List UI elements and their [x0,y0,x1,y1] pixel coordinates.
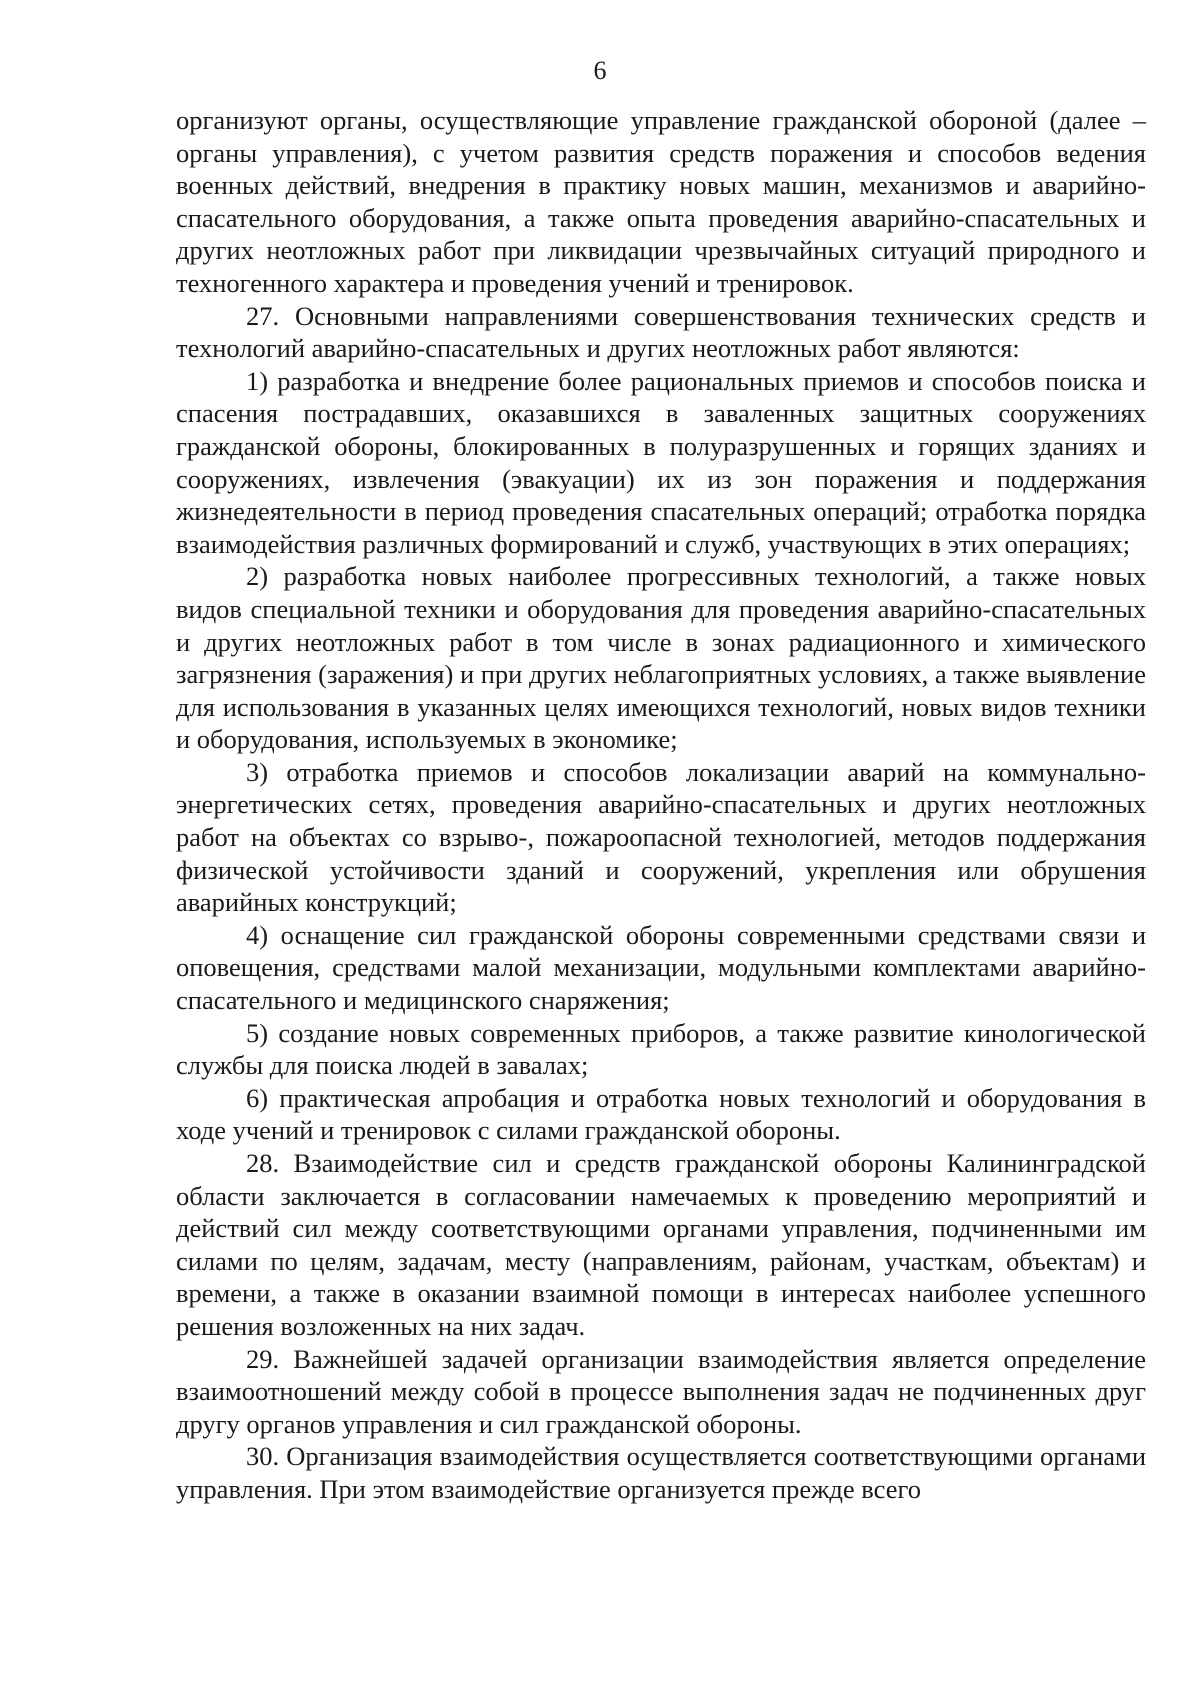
list-item-27-3: 3) отработка приемов и способов локализации аварий на коммунально-энергетических сетях, проведения аварийно-спасательных и других неотложных работ на объектах со взрыво-, пожароопасной технологией, методов поддержания физической устойчивости зданий и сооружений, укрепления или обрушения аварийных конструкций; [176,756,1146,918]
list-item-27-1: 1) разработка и внедрение более рациональных приемов и способов поиска и спасения пострадавших, оказавшихся в заваленных защитных сооружениях гражданской обороны, блокированных в полуразрушенных и горящих зданиях и сооружениях, извлечения (эвакуации) их из зон поражения и поддержания жизнедеятельности в период проведения спасательных операций; отработка порядка взаимодействия различных формирований и служб, участвующих в этих операциях; [176,365,1146,559]
paragraph-continuation: организуют органы, осуществляющие управление гражданской обороной (далее – органы управления), с учетом развития средств поражения и способов ведения военных действий, внедрения в практику новых машин, механизмов и аварийно-спасательного оборудования, а также опыта проведения аварийно-спасательных и других неотложных работ при ликвидации чрезвычайных ситуаций природного и техногенного характера и проведения учений и тренировок. [176,105,1146,298]
paragraph-item-30: 30. Организация взаимодействия осуществляется соответствующими органами управления. При этом взаимодействие организуется прежде всего [176,1441,1146,1504]
page-number: 6 [593,56,607,85]
list-item-27-6: 6) практическая апробация и отработка новых технологий и оборудования в ходе учений и тренировок с силами гражданской обороны. [176,1082,1146,1146]
list-item-27-4: 4) оснащение сил гражданской обороны современными средствами связи и оповещения, средствами малой механизации, модульными комплектами аварийно-спасательного и медицинского снаряжения; [176,919,1146,1016]
list-item-27-5: 5) создание новых современных приборов, а также развитие кинологической службы для поиска людей в завалах; [176,1017,1146,1081]
document-body [176,104,1146,1506]
paragraph-item-27: 27. Основными направлениями совершенствования технических средств и технологий аварийно-спасательных и других неотложных работ являются: [176,300,1146,364]
paragraph-item-28: 28. Взаимодействие сил и средств гражданской обороны Калининградской области заключается в согласовании намечаемых к проведению мероприятий и действий сил между соответствующими органами управления, подчиненными им силами по целям, задачам, месту (направлениям, районам, участкам, объектам) и времени, а также в оказании взаимной помощи в интересах наиболее успешного решения возложенных на них задач. [176,1148,1146,1341]
paragraph-item-29: 29. Важнейшей задачей организации взаимодействия является определение взаимоотношений между собой в процессе выполнения задач не подчиненных друг другу органов управления и сил гражданской обороны. [176,1343,1146,1439]
list-item-27-2: 2) разработка новых наиболее прогрессивных технологий, а также новых видов специальной техники и оборудования для проведения аварийно-спасательных и других неотложных работ в том числе в зонах радиационного и химического загрязнения (заражения) и при других неблагоприятных условиях, а также выявление для использования в указанных целях имеющихся технологий, новых видов техники и оборудования, используемых в экономике; [176,561,1146,755]
